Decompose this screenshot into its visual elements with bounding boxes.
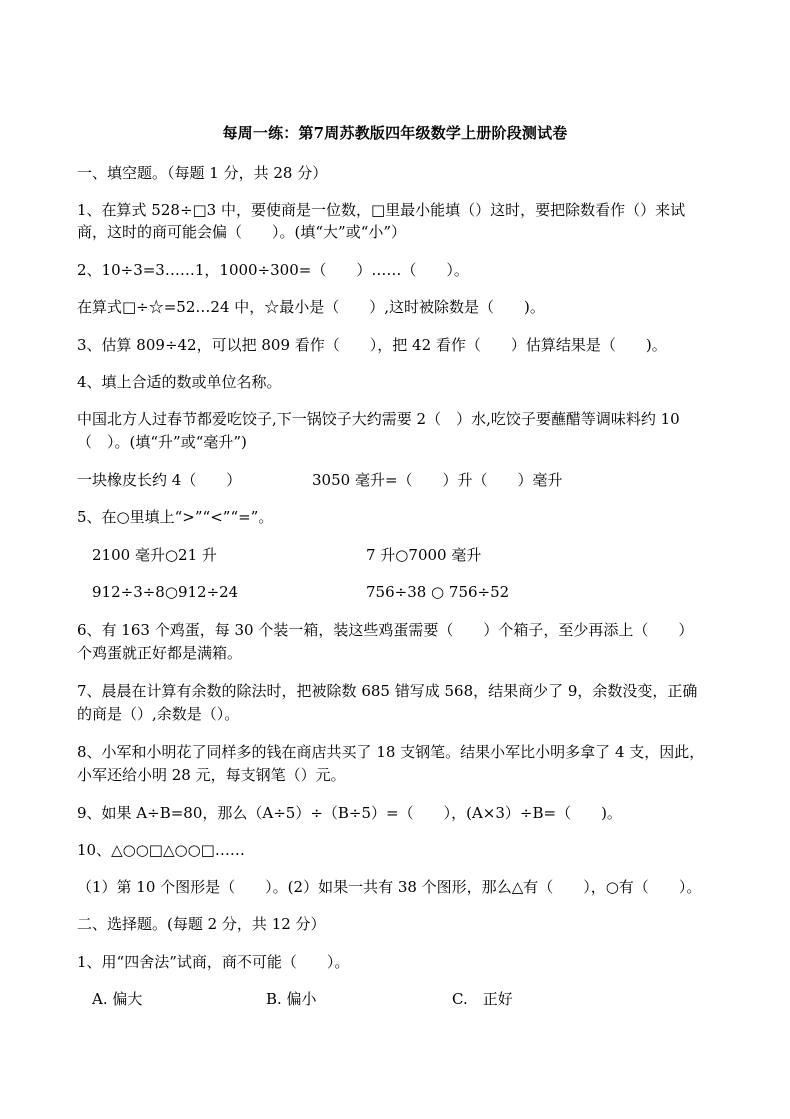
question-4-line-3: （ ）。(填“升”或“毫升”) xyxy=(77,433,247,451)
question-6-line-2: 个鸡蛋就正好都是满箱。 xyxy=(77,644,243,662)
question-10-line-2: （1）第 10 个图形是（ ）。(2）如果一共有 38 个图形，那么△有（ ），○有（ ）。 xyxy=(77,878,702,896)
question-3: 3、估算 809÷42，可以把 809 看作（ ），把 42 看作（ ）估算结果是（ )。 xyxy=(77,336,667,354)
choice-option-c: C. 正好 xyxy=(452,990,513,1008)
question-7-line-1: 7、晨晨在计算有余数的除法时，把被除数 685 错写成 568，结果商少了 9，余数没变，正确 xyxy=(77,682,698,700)
question-10-line-1: 10、△○○□△○○□…… xyxy=(77,841,245,859)
question-5-item-1: 2100 毫升○21 升 xyxy=(92,546,217,564)
question-5-item-2: 7 升○7000 毫升 xyxy=(366,546,482,564)
question-7-line-2: 的商是（）,余数是（）。 xyxy=(77,705,240,723)
question-4-line-2: 中国北方人过春节都爱吃饺子,下一锅饺子大约需要 2（ ）水,吃饺子要蘸醋等调味料约 10 xyxy=(77,410,680,428)
section-1-header: 一、填空题。（每题 1 分，共 28 分） xyxy=(77,164,328,182)
question-5-item-4: 756÷38 ○ 756÷52 xyxy=(366,583,510,601)
question-4-line-1: 4、填上合适的数或单位名称。 xyxy=(77,373,282,391)
question-4-volume: 3050 毫升=（ ）升（ ）毫升 xyxy=(312,471,563,489)
choice-option-a: A. 偏大 xyxy=(92,990,143,1008)
question-9: 9、如果 A÷B=80，那么（A÷5）÷（B÷5）=（ ），(A×3）÷B=（ )。 xyxy=(77,804,622,822)
question-1-line-1: 1、在算式 528÷□3 中，要使商是一位数，□里最小能填（）这时，要把除数看作（）来试 xyxy=(77,201,686,219)
question-4-eraser: 一块橡皮长约 4（ ） xyxy=(77,471,242,489)
question-1-line-2: 商，这时的商可能会偏（ ）。(填“大”或“小”） xyxy=(77,223,407,241)
question-6-line-1: 6、有 163 个鸡蛋，每 30 个装一箱，装这些鸡蛋需要（ ）个箱子，至少再添上（ ） xyxy=(77,621,694,639)
question-8-line-1: 8、小军和小明花了同样多的钱在商店共买了 18 支钢笔。结果小军比小明多拿了 4 支，因此， xyxy=(77,743,705,761)
question-2-line-2: 在算式□÷☆=52…24 中，☆最小是（ ）,这时被除数是（ )。 xyxy=(77,298,545,316)
question-5-line-1: 5、在○里填上“>”“<”“=”。 xyxy=(77,508,274,526)
question-2-line-1: 2、10÷3=3……1，1000÷300=（ ）……（ ）。 xyxy=(77,261,469,279)
choice-option-b: B. 偏小 xyxy=(266,990,317,1008)
page-title: 每周一练：第7周苏教版四年级数学上册阶段测试卷 xyxy=(222,124,568,142)
question-8-line-2: 小军还给小明 28 元，每支钢笔（）元。 xyxy=(77,766,346,784)
question-5-item-3: 912÷3÷8○912÷24 xyxy=(92,583,239,601)
choice-question-1: 1、用“四舍法”试商，商不可能（ ）。 xyxy=(77,953,350,971)
section-2-header: 二、选择题。(每题 2 分，共 12 分） xyxy=(77,915,326,933)
